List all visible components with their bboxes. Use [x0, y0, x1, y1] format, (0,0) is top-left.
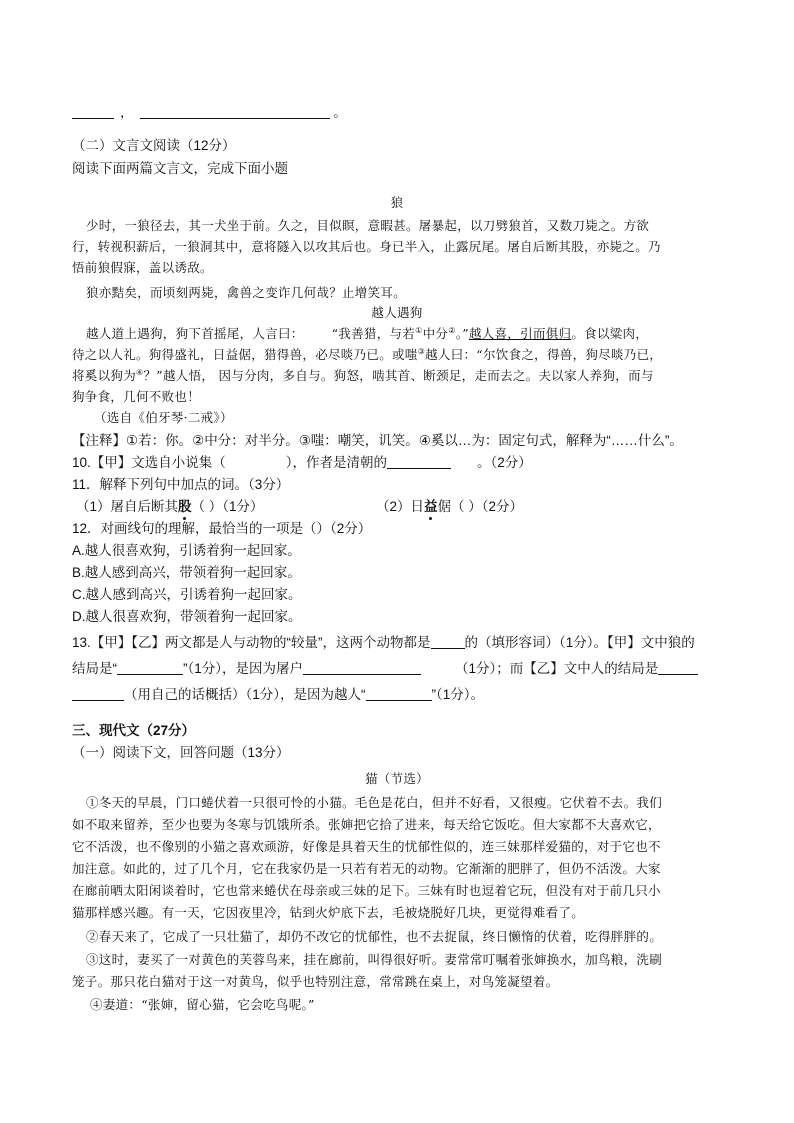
dog-line: 待之以人礼。狗得盛礼，日益倨，猎得兽，必尽啖乃已。或嗤③越人曰：“尔饮食之，得兽，狗尽啖乃已，: [72, 346, 663, 362]
option-a[interactable]: A.越人很喜欢狗，引诱着狗一起回家。: [72, 543, 301, 558]
cat-line: 在廊前晒太阳闲谈着时，它也常来蜷伏在母亲或三妹的足下。三妹有时也逗着它玩，但没有对于前几只小: [72, 883, 661, 898]
cat-line: ②春天来了，它成了一只壮猫了，却仍不改它的忧郁性，也不去捉鼠，终日懒惰的伏着，吃得胖胖的。: [86, 929, 663, 944]
dotted-word: 股: [178, 499, 192, 514]
cat-line: 加注意。如此的，过了几个月，它在我家仍是一只若有若无的动物。它渐渐的肥胖了，但仍不活泼。大家: [72, 861, 661, 876]
answer-blank[interactable]: [72, 686, 124, 701]
question-13-line: （用自己的话概括）（1分），是因为越人“ ”（1分）。: [72, 686, 484, 704]
dotted-word: 益: [424, 499, 438, 514]
answer-blank[interactable]: [431, 634, 465, 649]
question-13-line: 13.【甲】【乙】两文都是人与动物的“较量”，这两个动物都是 的（填形容词）（1分）。【甲】文中狼的: [72, 635, 695, 650]
section-heading: （二）文言文阅读（12分）: [72, 138, 236, 153]
question-11-part-1: （1）屠自后断其股（ ）（1分）: [76, 499, 264, 514]
wolf-line: 少时，一狼径去，其一犬坐于前。久之，目似瞑，意暇甚。屠暴起，以刀劈狼首，又数刀毙之。方欲: [86, 218, 650, 233]
cat-line: ④妻道：“张婶，留心猫，它会吃鸟呢。”: [90, 997, 315, 1012]
option-d[interactable]: D.越人很喜欢狗，带领着狗一起回家。: [72, 609, 302, 624]
question-12-stem: 12．对画线句的理解，最恰当的一项是（）（2分）: [72, 521, 372, 536]
cat-line: 它不活泼，也不像别的小猫之喜欢顽游，好像是具着天生的忧郁性似的，连三妹那样爱猫的，对于它也不: [72, 839, 661, 854]
question-13-line: 结局是“ ”（1分），是因为屠户 （1分）；而【乙】文中人的结局是: [72, 660, 698, 678]
dog-line: 将奚以狗为④？”越人悟， 因与分肉，多自与。狗怒，啮其首、断颈足，走而去之。夫以家人养狗，而与: [72, 367, 654, 383]
annotation-note: 【注释】①若：你。②中分：对半分。③嗤：嘲笑，讥笑。④奚以…为：固定句式，解释为“……什么”。: [72, 433, 683, 448]
passage-title-dog: 越人遇狗: [371, 305, 423, 320]
wolf-line: 行，转视积薪后，一狼洞其中，意将隧入以攻其后也。身已半入，止露尻尾。屠自后断其股，亦毙之。乃: [72, 239, 661, 254]
section-instruction: （一）阅读下文，回答问题（13分）: [72, 745, 290, 760]
passage-source: （选自《伯牙琴·二戒》）: [94, 410, 233, 425]
answer-blank[interactable]: [303, 660, 421, 675]
underlined-sentence: 越人喜，引而俱归: [468, 326, 572, 341]
question-11-stem: 11．解释下列句中加点的词。（3分）: [72, 477, 290, 492]
answer-blank[interactable]: [140, 104, 330, 119]
question-10: 10.【甲】文选自小说集（ ），作者是清朝的 。（2分）: [72, 455, 532, 470]
passage-title-wolf: 狼: [390, 195, 404, 210]
answer-line-top: [72, 104, 347, 122]
wolf-line: 狼亦黠矣，而顷刻两毙，禽兽之变诈几何哉？止增笑耳。: [86, 285, 407, 300]
dog-line: 越人道上遇狗，狗下首摇尾，人言曰： “我善猎，与若①中分②。”越人喜，引而俱归。食以粱肉，: [86, 325, 649, 341]
wolf-line: 悟前狼假寐，盖以诱敌。: [72, 260, 213, 275]
answer-blank[interactable]: [117, 660, 183, 675]
answer-blank[interactable]: [72, 104, 114, 119]
cat-line: 笼子。那只花白猫对于这一对黄鸟，似乎也特别注意，常常跳在桌上，对鸟笼凝望着。: [72, 974, 559, 989]
answer-blank[interactable]: [387, 454, 451, 469]
section-instruction: 阅读下面两篇文言文，完成下面小题: [72, 161, 288, 176]
cat-line: 如不取来留养，至少也要为冬寒与饥饿所杀。张婶把它拾了进来，每天给它饭吃。但大家都不大喜欢它，: [72, 817, 661, 832]
answer-blank[interactable]: [366, 686, 432, 701]
cat-line: ③这时，妻买了一对黄色的芙蓉鸟来，挂在廊前，叫得很好听。妻常常叮嘱着张婶换水，加鸟粮，洗刷: [86, 952, 663, 967]
period: 。: [333, 105, 347, 120]
section-heading: 三、现代文（27分）: [72, 723, 196, 738]
answer-blank[interactable]: [658, 660, 698, 675]
dog-line: 狗争食，几何不败也！: [72, 389, 201, 404]
comma: ，: [120, 105, 134, 120]
passage-title-cat: 猫（节选）: [364, 771, 429, 786]
cat-line: ①冬天的早晨，门口蜷伏着一只很可怜的小猫。毛色是花白，但并不好看，又很瘦。它伏着不去。我们: [86, 795, 663, 810]
question-11-part-2: （2）日益倨（ ）（2分）: [376, 499, 524, 514]
cat-line: 猫那样感兴趣。有一天，它因夜里冷，钻到火炉底下去，毛被烧脱好几块，更觉得难看了。: [72, 905, 585, 920]
option-c[interactable]: C.越人感到高兴，引诱着狗一起回家。: [72, 587, 302, 602]
option-b[interactable]: B.越人感到高兴，带领着狗一起回家。: [72, 565, 301, 580]
